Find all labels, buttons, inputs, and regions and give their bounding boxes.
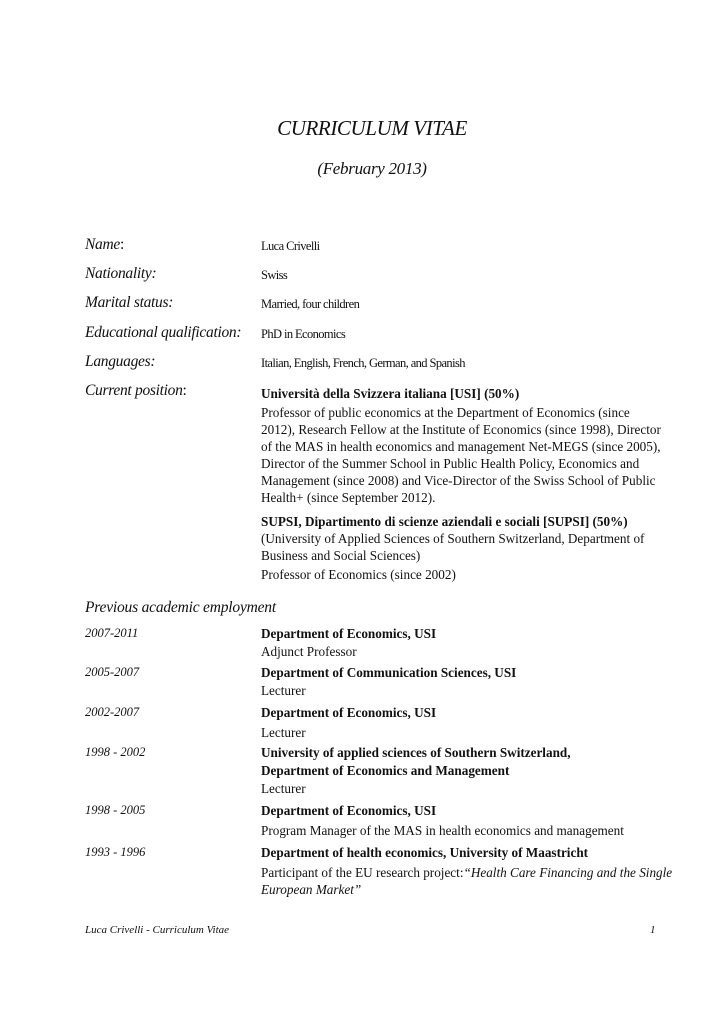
employment-years: 1993 - 1996	[85, 845, 146, 859]
employment-role: Lecturer	[261, 682, 306, 698]
page-title: CURRICULUM VITAE	[277, 116, 467, 140]
usi-description: Professor of public economics at the Department of Economics (since 2012), Research Fellow at the Institute of Economics (since 1998), Director of the MAS in health economics and management Net-MEGS (since 2005), Director of the Summer School in Public Health Policy, Economics and Management (since 2008) and Vice-Director of the Swiss School of Public Health+ (since September 2012).	[261, 405, 661, 505]
employment-entry	[261, 744, 681, 798]
employment-years: 1998 - 2005	[85, 803, 146, 817]
detail-label: Nationality:	[85, 265, 157, 282]
detail-label: Languages:	[85, 353, 156, 370]
employment-years: 2005-2007	[85, 665, 140, 679]
employment-role: Lecturer	[261, 724, 306, 740]
detail-value: Swiss	[261, 268, 288, 282]
supsi-subtitle: (University of Applied Sciences of Southern Switzerland, Department of Business and Social Sciences)	[261, 531, 645, 563]
employment-dept-line2: Department of Economics and Management	[261, 762, 510, 778]
employment-role: Program Manager of the MAS in health economics and management	[261, 822, 624, 838]
employment-dept: Department of Economics, USI	[261, 705, 437, 720]
detail-value: Luca Crivelli	[261, 239, 320, 253]
detail-value: PhD in Economics	[261, 327, 346, 341]
employment-dept: Department of Economics, USI	[261, 626, 437, 641]
usi-heading: Università della Svizzera italiana [USI] (50%)	[261, 386, 520, 401]
current-position-block	[261, 385, 661, 583]
detail-value: Married, four children	[261, 297, 360, 311]
footer-text: Luca Crivelli - Curriculum Vitae	[85, 924, 230, 936]
employment-dept: Department of health economics, University of Maastricht	[261, 845, 589, 860]
detail-label: Educational qualification:	[85, 324, 242, 341]
employment-entry	[261, 844, 681, 899]
employment-role: Participant of the EU research project:“Health Care Financing and the Single European Market”	[261, 864, 673, 897]
employment-years: 1998 - 2002	[85, 745, 146, 759]
employment-years: 2007-2011	[85, 626, 139, 640]
employment-entry	[261, 625, 681, 660]
employment-years: 2002-2007	[85, 705, 140, 719]
employment-role: Adjunct Professor	[261, 643, 357, 659]
employment-entry	[261, 802, 681, 839]
detail-label: Marital status:	[85, 294, 174, 311]
employment-dept: University of applied sciences of Southern Switzerland,	[261, 745, 571, 760]
employment-entry	[261, 704, 681, 741]
supsi-role: Professor of Economics (since 2002)	[261, 567, 456, 582]
employment-entry	[261, 664, 681, 699]
employment-dept: Department of Communication Sciences, USI	[261, 665, 517, 680]
detail-label: Name:	[85, 236, 124, 253]
supsi-heading: SUPSI, Dipartimento di scienze aziendali e sociali [SUPSI] (50%)	[261, 514, 628, 529]
page-number: 1	[650, 924, 656, 936]
section-heading-previous: Previous academic employment	[85, 599, 276, 616]
employment-role: Lecturer	[261, 781, 306, 796]
project-title: “Health Care Financing and the Single European Market”	[261, 864, 673, 897]
page-date: (February 2013)	[317, 159, 427, 178]
employment-dept: Department of Economics, USI	[261, 803, 437, 818]
detail-label: Current position:	[85, 382, 187, 399]
detail-value: Italian, English, French, German, and Spanish	[261, 356, 465, 370]
